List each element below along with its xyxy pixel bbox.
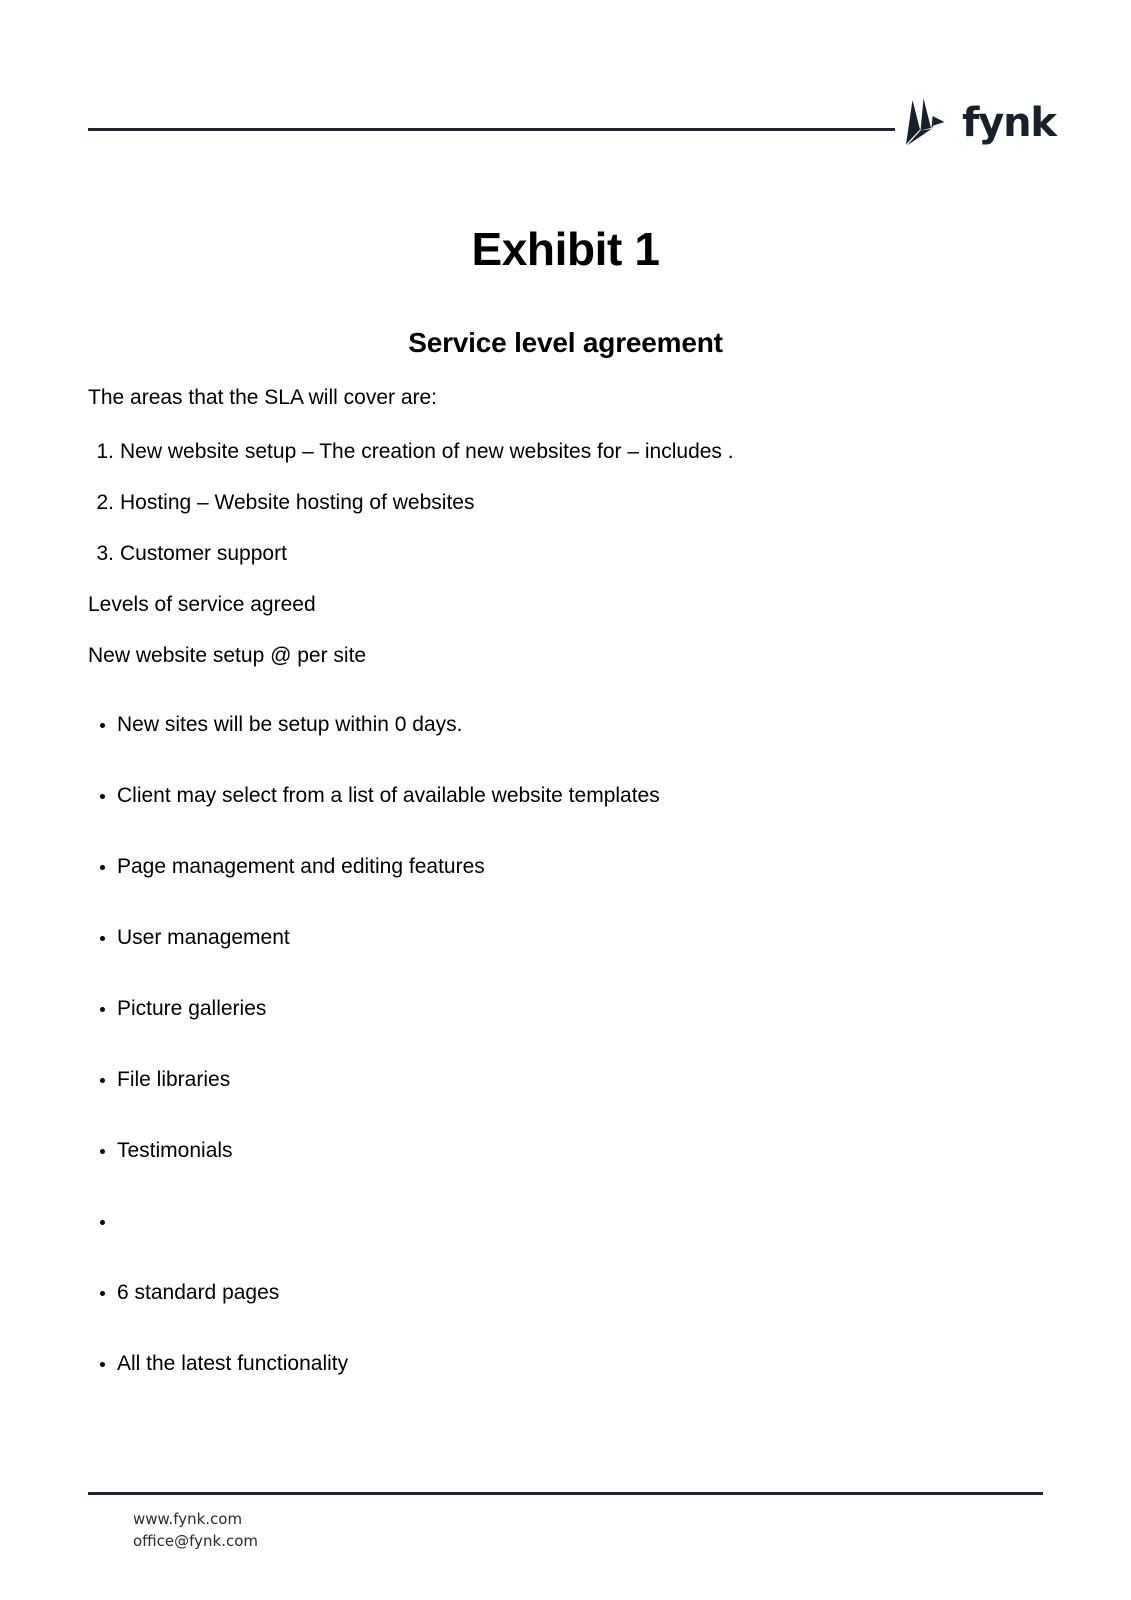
brand-wordmark: fynk bbox=[962, 100, 1056, 146]
levels-of-service-paragraph: Levels of service agreed bbox=[88, 593, 316, 616]
page-title: Exhibit 1 bbox=[471, 223, 660, 275]
bullet-icon bbox=[100, 1291, 105, 1296]
list-item-label: Testimonials bbox=[117, 1139, 233, 1162]
list-item bbox=[88, 1067, 1043, 1093]
list-item-empty bbox=[88, 1209, 1043, 1235]
list-item-label: Client may select from a list of available website templates bbox=[117, 784, 660, 807]
fynk-logo bbox=[898, 96, 1056, 148]
list-item bbox=[88, 439, 1043, 465]
page-footer bbox=[0, 1460, 1131, 1600]
page-subtitle: Service level agreement bbox=[408, 327, 723, 358]
list-item bbox=[88, 490, 1043, 516]
list-item-label: Hosting – Website hosting of websites bbox=[120, 491, 475, 514]
list-item bbox=[88, 854, 1043, 880]
footer-website[interactable]: www.fynk.com bbox=[133, 1510, 243, 1528]
list-spacer bbox=[88, 694, 1043, 712]
list-item-label: File libraries bbox=[117, 1068, 231, 1091]
document-body bbox=[88, 385, 1043, 1422]
page-header bbox=[0, 0, 1131, 175]
footer-contact bbox=[133, 1508, 258, 1552]
list-item bbox=[88, 1138, 1043, 1164]
list-item-label: All the latest functionality bbox=[117, 1352, 349, 1375]
bullet-icon bbox=[100, 794, 105, 799]
bullet-icon bbox=[100, 1149, 105, 1154]
list-item-label: New sites will be setup within 0 days. bbox=[117, 713, 463, 736]
covered-areas-list bbox=[88, 439, 1043, 567]
list-item-label: Customer support bbox=[120, 542, 287, 565]
list-item-label: 6 standard pages bbox=[117, 1281, 280, 1304]
bullet-icon bbox=[100, 1078, 105, 1083]
list-item bbox=[88, 1351, 1043, 1377]
footer-email[interactable]: office@fynk.com bbox=[133, 1532, 259, 1550]
footer-divider bbox=[88, 1492, 1043, 1495]
bullet-icon bbox=[100, 723, 105, 728]
list-item-number: 1. bbox=[96, 440, 114, 463]
list-item-label: Picture galleries bbox=[117, 997, 267, 1020]
list-item bbox=[88, 925, 1043, 951]
bullet-icon bbox=[100, 1362, 105, 1367]
new-website-setup-paragraph: New website setup @ per site bbox=[88, 644, 367, 667]
list-item bbox=[88, 996, 1043, 1022]
list-item-number: 2. bbox=[96, 491, 114, 514]
list-item bbox=[88, 783, 1043, 809]
list-item bbox=[88, 1280, 1043, 1306]
list-item-number: 3. bbox=[96, 542, 114, 565]
bullet-icon bbox=[100, 936, 105, 941]
list-item-label: Page management and editing features bbox=[117, 855, 485, 878]
list-item bbox=[88, 541, 1043, 567]
list-item bbox=[88, 712, 1043, 738]
header-divider bbox=[88, 128, 895, 131]
bullet-icon bbox=[100, 865, 105, 870]
bullet-icon bbox=[100, 1007, 105, 1012]
origami-bird-icon bbox=[898, 96, 952, 148]
list-item-label: New website setup – The creation of new websites for – includes . bbox=[120, 440, 734, 463]
list-item-label: User management bbox=[117, 926, 290, 949]
service-features-list bbox=[88, 712, 1043, 1377]
intro-paragraph: The areas that the SLA will cover are: bbox=[88, 386, 438, 409]
bullet-icon bbox=[100, 1220, 105, 1225]
